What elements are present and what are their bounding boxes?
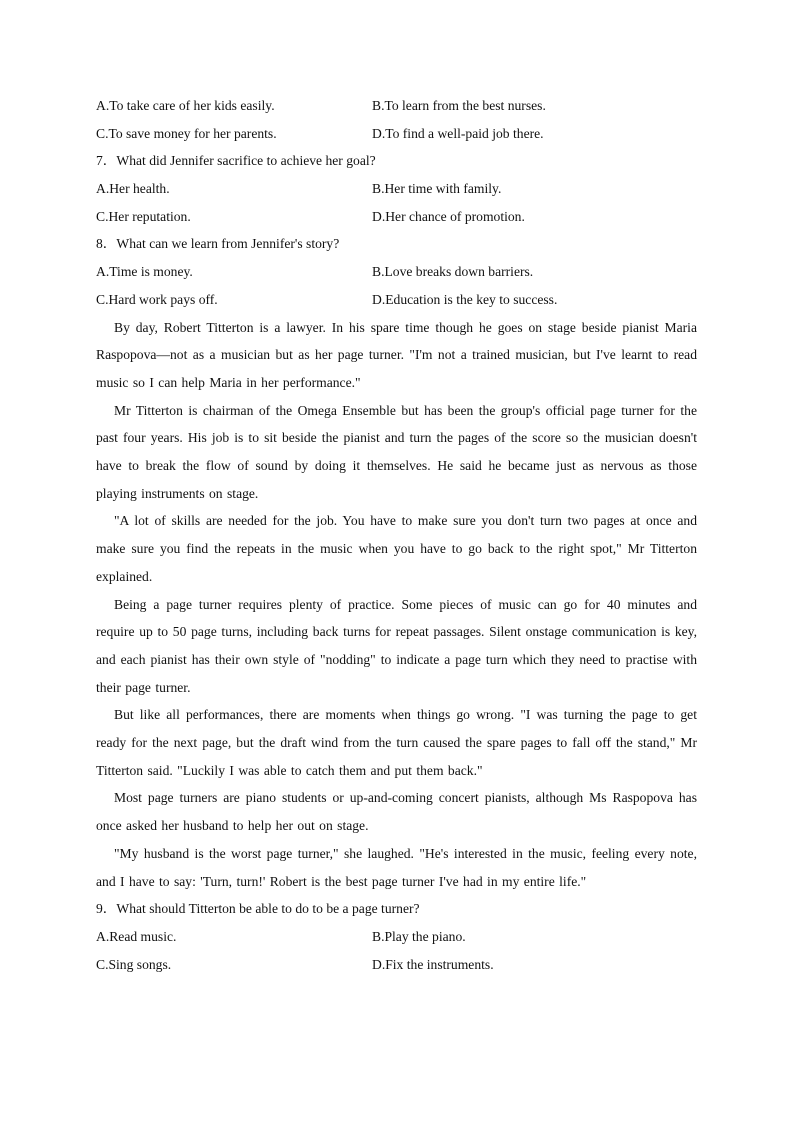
q7-options-row-1 bbox=[96, 175, 697, 203]
question-8-stem: 8．What can we learn from Jennifer's story? bbox=[96, 236, 340, 252]
passage-paragraph: Mr Titterton is chairman of the Omega Ensemble but has been the group's official page turner for the past four years. His job is to sit beside the pianist and turn the pages of the score so the musician doesn't have to break the flow of sound by doing it themselves. He said he became just as nervous as those playing instruments on stage. bbox=[96, 402, 697, 501]
q6-option-a[interactable]: A.To take care of her kids easily. bbox=[96, 98, 275, 113]
q9-options-row-2 bbox=[96, 951, 697, 979]
question-9-stem: 9．What should Titterton be able to do to be a page turner? bbox=[96, 901, 420, 917]
q9-option-c[interactable]: C.Sing songs. bbox=[96, 956, 172, 972]
q7-option-a[interactable]: A.Her health. bbox=[96, 181, 170, 197]
q7-option-b[interactable]: B.Her time with family. bbox=[372, 181, 502, 197]
q8-option-a[interactable]: A.Time is money. bbox=[96, 264, 193, 280]
q8-option-d[interactable]: D.Education is the key to success. bbox=[372, 291, 558, 307]
q8-option-b[interactable]: B.Love breaks down barriers. bbox=[372, 264, 534, 280]
passage-paragraph: Being a page turner requires plenty of practice. Some pieces of music can go for 40 minutes and require up to 50 page turns, including back turns for repeat passages. Silent onstage communication is key, and each pianist has their own style of "nodding" to indicate a page turn which they need to practise with their page turner. bbox=[96, 596, 697, 695]
q6-option-c[interactable]: C.To save money for her parents. bbox=[96, 125, 277, 141]
q8-options-row-1 bbox=[96, 258, 697, 286]
q6-option-b[interactable]: B.To learn from the best nurses. bbox=[372, 98, 546, 113]
question-7-stem: 7．What did Jennifer sacrifice to achieve her goal? bbox=[96, 153, 376, 169]
q9-option-d[interactable]: D.Fix the instruments. bbox=[372, 956, 494, 972]
q8-options-row-2 bbox=[96, 286, 697, 314]
document-page bbox=[96, 92, 697, 978]
q9-option-a[interactable]: A.Read music. bbox=[96, 928, 177, 944]
q7-option-d[interactable]: D.Her chance of promotion. bbox=[372, 208, 525, 224]
passage-paragraph: "My husband is the worst page turner," she laughed. "He's interested in the music, feeling every note, and I have to say: 'Turn, turn!' Robert is the best page turner I've had in my entire life." bbox=[96, 845, 697, 889]
q6-options-row-2 bbox=[96, 120, 697, 148]
q9-option-b[interactable]: B.Play the piano. bbox=[372, 928, 466, 944]
q9-options-row-1 bbox=[96, 923, 697, 951]
q7-options-row-2 bbox=[96, 203, 697, 231]
passage-paragraph: Most page turners are piano students or up-and-coming concert pianists, although Ms Raspopova has once asked her husband to help her out on stage. bbox=[96, 790, 697, 834]
q6-option-d[interactable]: D.To find a well-paid job there. bbox=[372, 125, 544, 141]
reading-passage bbox=[96, 314, 697, 896]
q6-options-row-1 bbox=[96, 92, 697, 120]
passage-paragraph: But like all performances, there are moments when things go wrong. "I was turning the page to get ready for the next page, but the draft wind from the turn caused the spare pages to fall off the stand," Mr Titterton said. "Luckily I was able to catch them and put them back." bbox=[96, 707, 697, 778]
passage-paragraph: "A lot of skills are needed for the job. You have to make sure you don't turn two pages at once and make sure you find the repeats in the music when you have to go back to the right spot," Mr Titterton explained. bbox=[96, 513, 697, 584]
q7-option-c[interactable]: C.Her reputation. bbox=[96, 208, 191, 224]
passage-paragraph: By day, Robert Titterton is a lawyer. In his spare time though he goes on stage beside pianist Maria Raspopova—not as a musician but as her page turner. "I'm not a trained musician, but I've learnt to read music so I can help Maria in her performance." bbox=[96, 319, 697, 390]
q8-option-c[interactable]: C.Hard work pays off. bbox=[96, 291, 218, 307]
